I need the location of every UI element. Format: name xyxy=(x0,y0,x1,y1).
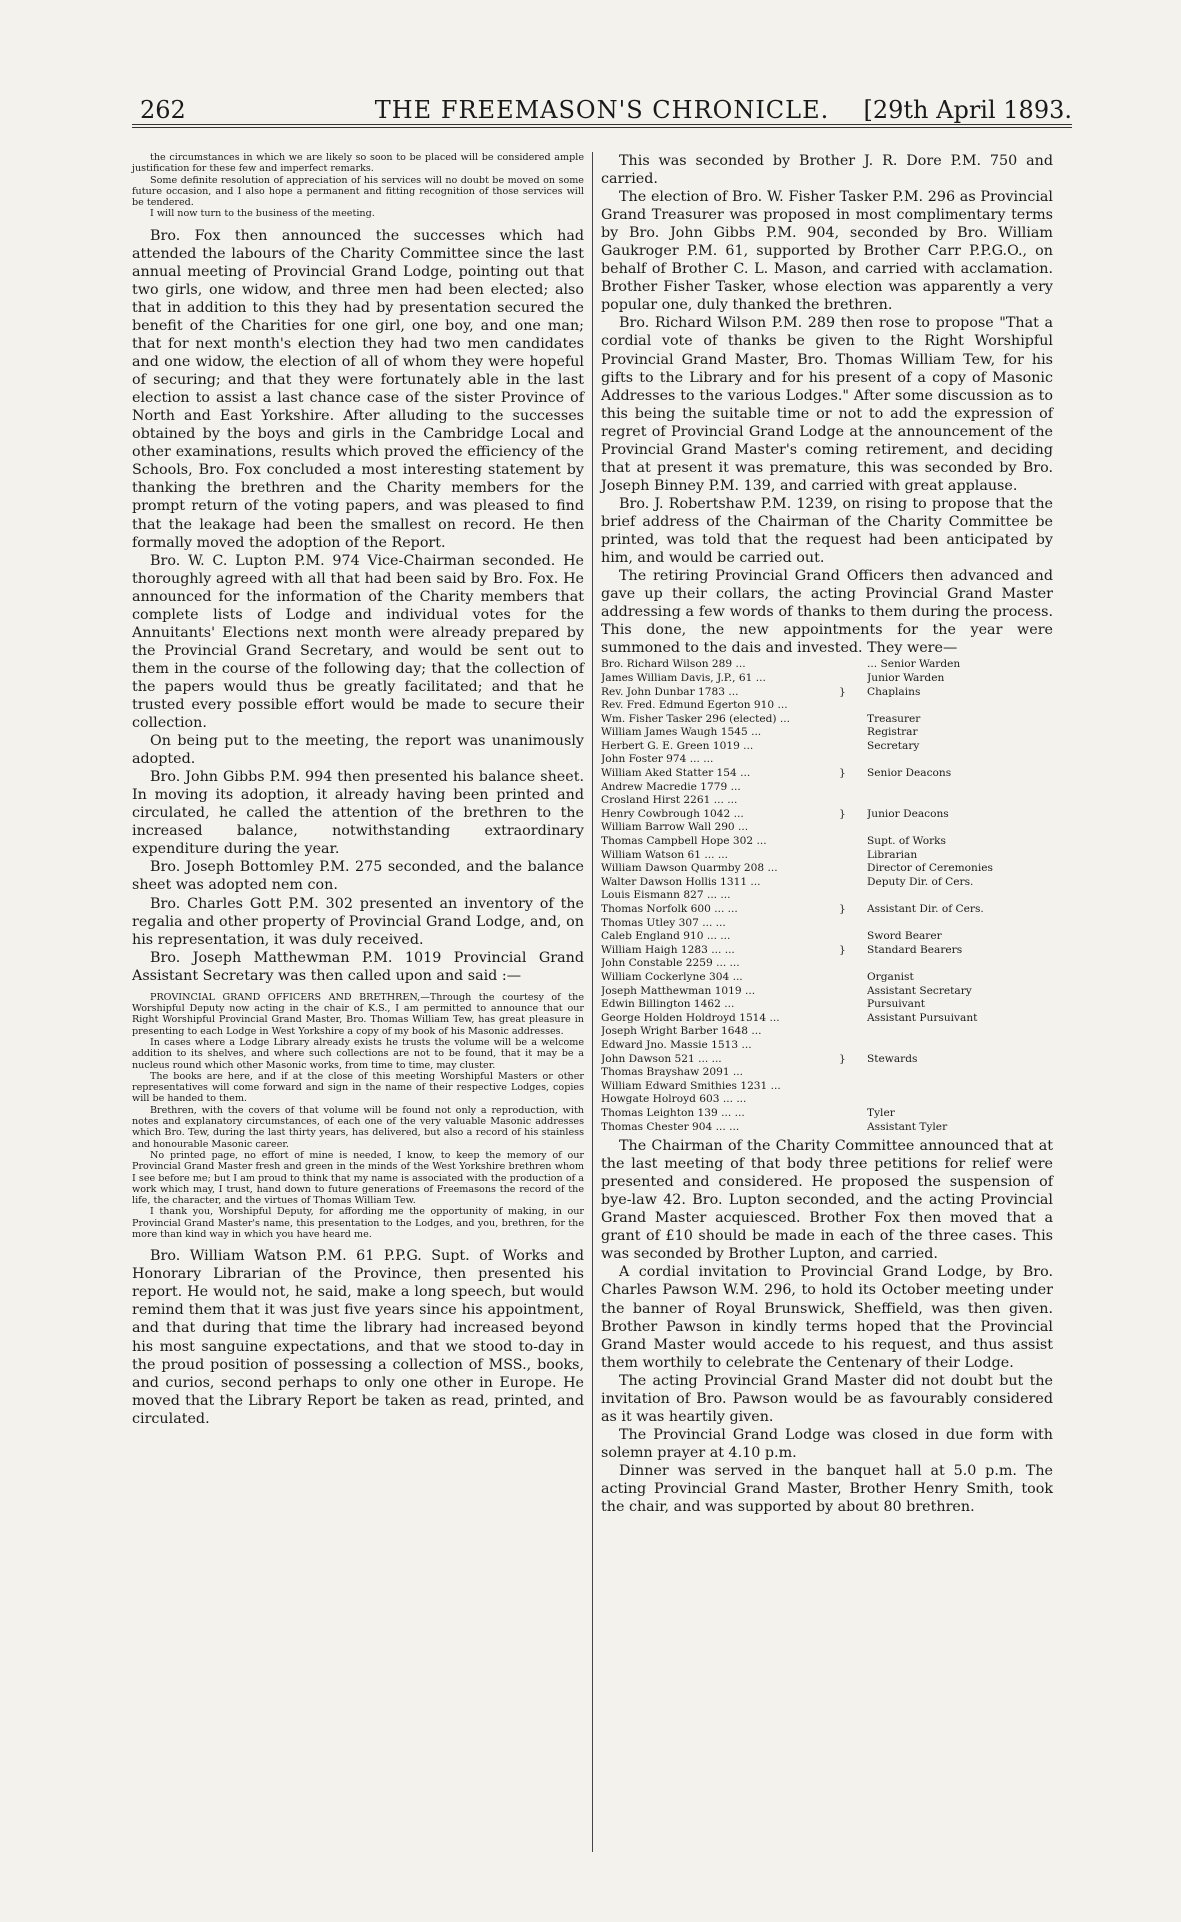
brace-mark xyxy=(839,1107,867,1121)
appointee-name: Henry Cowbrough 1042 ... xyxy=(601,807,744,820)
appointee-name: Thomas Campbell Hope 302 ... xyxy=(601,835,767,848)
office-title xyxy=(867,794,1053,808)
brace-mark xyxy=(839,1093,867,1107)
paragraph: Bro. W. C. Lupton P.M. 974 Vice-Chairman seconded. He thoroughly agreed with all that had been said by Bro. Fox. He announced for the information of the Charity members that complete lists of Lodge and individual votes for the Annuitants' Elections next month were already prepared by the Provincial Grand Secretary, and would be sent out to them in the course of the following day; that the collection of the papers would thus be greatly facilitated; and that he trusted every possible effort would be made to secure their collection. xyxy=(132,552,584,732)
office-title: Stewards xyxy=(867,1052,918,1065)
office-title: Sword Bearer xyxy=(867,930,942,943)
brace-mark xyxy=(839,998,867,1012)
office-title xyxy=(867,1080,1053,1094)
appointment-row xyxy=(601,1093,1053,1107)
office-title xyxy=(867,699,1053,713)
paragraph: the circumstances in which we are likely so soon to be placed will be considered ample justification for these few and imperfect remarks. xyxy=(132,152,584,175)
running-header xyxy=(132,96,1072,136)
appointment-row xyxy=(601,794,1053,808)
paragraph: Brethren, with the covers of that volume will be found not only a reproduction, with notes and explanatory circumstances, of each one of the very valuable Masonic addresses which Bro. Tew, during the last thirty years, has delivered, but also a record of his stainless and honourable Masonic career. xyxy=(132,1104,584,1150)
appointment-row xyxy=(601,957,1053,971)
brace-mark xyxy=(839,876,867,890)
paragraph: Bro. Joseph Matthewman P.M. 1019 Provincial Grand Assistant Secretary was then called upon and said :— xyxy=(132,949,584,984)
appointee-name: John Constable 2259 ... ... xyxy=(601,957,740,970)
brace-mark xyxy=(839,740,867,754)
appointments-list xyxy=(601,658,1053,1134)
brace-mark xyxy=(839,753,867,767)
proceedings-text xyxy=(132,227,584,985)
appointment-row xyxy=(601,971,1053,985)
appointee-name: Joseph Wright Barber 1648 ... xyxy=(601,1025,762,1038)
appointee-name: William Haigh 1283 ... ... xyxy=(601,943,735,956)
paragraph: The retiring Provincial Grand Officers then advanced and gave up their collars, the acting Provincial Grand Master addressing a few words of thanks to them during the process. This done, the new appointments for the year were summoned to the dais and invested. They were— xyxy=(601,568,1053,657)
appointment-row xyxy=(601,808,1053,822)
brace-mark xyxy=(839,1121,867,1135)
paragraph: I thank you, Worshipful Deputy, for affording me the opportunity of making, in our Provincial Grand Master's name, this presentation to the Lodges, and you, brethren, for the more than kind way in which you have heard me. xyxy=(132,1206,584,1240)
appointee-name: Thomas Brayshaw 2091 ... xyxy=(601,1066,744,1079)
paragraph: Bro. Fox then announced the successes which had attended the labours of the Charity Committee since the last annual meeting of Provincial Grand Lodge, pointing out that two girls, one widow, and three men had been elected; also that in addition to this they had by presentation secured the benefit of the Charities for one girl, one boy, and one man; that for next month's election they had two men candidates and one widow, the election of all of whom they were hopeful of securing; and that they were fortunately able in the last election to assist a last chance case of the sister Province of North and East Yorkshire. After alluding to the successes obtained by the boys and girls in the Cambridge Local and other examinations, results which proved the efficiency of the Schools, Bro. Fox concluded a most interesting statement by thanking the brethren and the Charity members for the prompt return of the voting papers, and was pleased to find that the leakage had been the smallest on record. He then formally moved the adoption of the Report. xyxy=(132,227,584,551)
office-title xyxy=(867,1066,1053,1080)
brace-mark xyxy=(839,985,867,999)
paragraph: Bro. Joseph Bottomley P.M. 275 seconded, and the balance sheet was adopted nem con. xyxy=(132,859,584,894)
paragraph: The Provincial Grand Lodge was closed in due form with solemn prayer at 4.10 p.m. xyxy=(601,1426,1053,1461)
appointee-name: William Aked Statter 154 ... xyxy=(601,767,751,780)
appointment-row xyxy=(601,889,1053,903)
office-title: Secretary xyxy=(867,739,920,752)
chairman-address-conclusion xyxy=(132,152,584,220)
matthewman-address xyxy=(132,992,584,1241)
appointment-row xyxy=(601,903,1053,917)
paragraph: PROVINCIAL GRAND OFFICERS AND BRETHREN,—Through the courtesy of the Worshipful Deputy now acting in the chair of K.S., I am permitted to announce that our Right Worshipful Provincial Grand Master, Bro. Thomas William Tew, has great pleasure in presenting to each Lodge in West Yorkshire a copy of my book of his Masonic addresses. xyxy=(132,991,584,1037)
appointee-name: Andrew Macredie 1779 ... xyxy=(601,780,741,793)
paragraph: The books are here, and if at the close of this meeting Worshipful Masters or other representatives will come forward and sign in the name of their respective Lodges, copies will be handed to them. xyxy=(132,1070,584,1105)
paragraph: A cordial invitation to Provincial Grand Lodge, by Bro. Charles Pawson W.M. 296, to hold its October meeting under the banner of Royal Brunswick, Sheffield, was then given. Brother Pawson in kindly terms hoped that the Provincial Grand Master would accede to his request, and thus assist them worthily to celebrate the Centenary of their Lodge. xyxy=(601,1264,1053,1371)
office-title: Librarian xyxy=(867,848,918,861)
page-number: 262 xyxy=(140,96,186,124)
office-title: ... Senior Warden xyxy=(867,658,961,671)
office-title: Pursuivant xyxy=(867,998,926,1011)
appointment-row xyxy=(601,1080,1053,1094)
appointment-row xyxy=(601,753,1053,767)
brace-mark xyxy=(839,930,867,944)
office-title: Chaplains xyxy=(867,685,921,698)
appointment-row xyxy=(601,672,1053,686)
appointee-name: Rev. Fred. Edmund Egerton 910 ... xyxy=(601,699,788,712)
appointment-row xyxy=(601,726,1053,740)
office-title: Junior Warden xyxy=(867,671,945,684)
office-title xyxy=(867,1039,1053,1053)
office-title: Junior Deacons xyxy=(867,807,949,820)
appointee-name: William James Waugh 1545 ... xyxy=(601,726,762,739)
office-title: Supt. of Works xyxy=(867,835,946,848)
appointment-row xyxy=(601,862,1053,876)
appointee-name: William Dawson Quarmby 208 ... xyxy=(601,862,778,875)
left-column xyxy=(132,152,584,1428)
appointment-row xyxy=(601,835,1053,849)
appointee-name: Edward Jno. Massie 1513 ... xyxy=(601,1038,752,1051)
office-title xyxy=(867,753,1053,767)
office-title: Director of Ceremonies xyxy=(867,862,993,875)
appointment-row xyxy=(601,1107,1053,1121)
brace-mark xyxy=(839,726,867,740)
brace-mark xyxy=(839,971,867,985)
office-title: Treasurer xyxy=(867,712,921,725)
brace-mark xyxy=(839,917,867,931)
appointee-name: Caleb England 910 ... ... xyxy=(601,930,731,943)
office-title: Organist xyxy=(867,970,914,983)
paragraph: The acting Provincial Grand Master did not doubt but the invitation of Bro. Pawson would be as favourably considered as it was heartily given. xyxy=(601,1372,1053,1425)
office-title: Registrar xyxy=(867,726,918,739)
appointment-row xyxy=(601,1066,1053,1080)
paragraph: I will now turn to the business of the meeting. xyxy=(150,208,375,220)
office-title xyxy=(867,821,1053,835)
paragraph: This was seconded by Brother J. R. Dore P.M. 750 and carried. xyxy=(601,153,1053,188)
office-title: Assistant Pursuivant xyxy=(867,1011,978,1024)
brace-mark xyxy=(839,1066,867,1080)
brace-mark xyxy=(839,781,867,795)
masthead-title: THE FREEMASON'S CHRONICLE. xyxy=(374,96,830,124)
issue-date: [29th April 1893. xyxy=(863,96,1072,124)
brace-mark xyxy=(839,699,867,713)
brace-mark xyxy=(839,1012,867,1026)
appointment-row xyxy=(601,1121,1053,1135)
appointment-row xyxy=(601,917,1053,931)
brace-mark xyxy=(839,1039,867,1053)
appointee-name: Bro. Richard Wilson 289 ... xyxy=(601,658,746,671)
column-divider xyxy=(592,152,593,1852)
office-title xyxy=(867,1093,1053,1107)
paragraph: Bro. John Gibbs P.M. 994 then presented his balance sheet. In moving its adoption, it already having been printed and circulated, he called the attention of the brethren to the increased balance, notwithstanding extraordinary expenditure during the year. xyxy=(132,769,584,858)
right-column xyxy=(601,152,1053,1516)
office-title xyxy=(867,889,1053,903)
header-rule-secondary xyxy=(132,127,1072,128)
brace-mark xyxy=(839,889,867,903)
appointee-name: John Dawson 521 ... ... xyxy=(601,1052,722,1065)
brace-mark xyxy=(839,658,867,672)
paragraph: In cases where a Lodge Library already exists he trusts the volume will be a welcome addition to its shelves, and where such collections are not to be found, that it may be a nucleus round which other Masonic works, from time to time, may cluster. xyxy=(132,1036,584,1071)
office-title xyxy=(867,1025,1053,1039)
librarian-report xyxy=(132,1247,584,1427)
brace-mark xyxy=(839,849,867,863)
paragraph: Dinner was served in the banquet hall at 5.0 p.m. The acting Provincial Grand Master, Brother Henry Smith, took the chair, and was supported by about 80 brethren. xyxy=(601,1462,1053,1516)
appointee-name: Wm. Fisher Tasker 296 (elected) ... xyxy=(601,712,790,725)
brace-mark xyxy=(839,713,867,727)
appointee-name: Joseph Matthewman 1019 ... xyxy=(601,984,756,997)
appointee-name: Thomas Chester 904 ... ... xyxy=(601,1120,740,1133)
paragraph: The election of Bro. W. Fisher Tasker P.M. 296 as Provincial Grand Treasurer was proposed in most complimentary terms by Bro. John Gibbs P.M. 904, seconded by Bro. William Gaukroger P.M. 61, supported by Brother Carr P.P.G.O., on behalf of Brother C. L. Mason, and carried with acclamation. Brother Fisher Tasker, whose election was apparently a very popular one, duly thanked the brethren. xyxy=(601,189,1053,314)
brace-mark: } xyxy=(839,903,846,915)
appointee-name: Walter Dawson Hollis 1311 ... xyxy=(601,875,761,888)
closing-proceedings xyxy=(601,1137,1053,1516)
header-rule xyxy=(132,124,1072,125)
office-title: Assistant Secretary xyxy=(867,984,972,997)
appointment-row xyxy=(601,781,1053,795)
brace-mark: } xyxy=(839,807,846,820)
appointee-name: William Watson 61 ... ... xyxy=(601,848,728,861)
paragraph: Bro. William Watson P.M. 61 P.P.G. Supt. of Works and Honorary Librarian of the Province, then presented his report. He would not, he said, make a long speech, but would remind them that it was just five years since his appointment, and that during that time the library had increased beyond his most sanguine expectations, and that we stood to-day in the proud position of possessing a collection of MSS., books, and curios, second perhaps to only one other in Europe. He moved that the Library Report be taken as read, printed, and circulated. xyxy=(132,1248,584,1427)
office-title xyxy=(867,917,1053,931)
appointment-row xyxy=(601,1053,1053,1067)
office-title: Standard Bearers xyxy=(867,943,963,956)
paragraph: The Chairman of the Charity Committee announced that at the last meeting of that body three petitions for relief were presented and considered. He proposed the suspension of bye-law 42. Bro. Lupton seconded, and the acting Provincial Grand Master acquiesced. Brother Fox then moved that a grant of £10 should be made in each of the three cases. This was seconded by Brother Lupton, and carried. xyxy=(601,1138,1053,1263)
brace-mark xyxy=(839,672,867,686)
appointment-row xyxy=(601,930,1053,944)
appointment-row xyxy=(601,658,1053,672)
brace-mark xyxy=(839,821,867,835)
appointment-row xyxy=(601,1025,1053,1039)
brace-mark: } xyxy=(839,943,846,956)
paragraph: Some definite resolution of appreciation of his services will no doubt be moved on some future occasion, and I also hope a permanent and fitting recognition of those services will be tendered. xyxy=(132,174,584,209)
appointee-name: Edwin Billington 1462 ... xyxy=(601,998,735,1011)
appointee-name: Howgate Holroyd 603 ... ... xyxy=(601,1093,747,1106)
appointment-row xyxy=(601,699,1053,713)
appointee-name: William Barrow Wall 290 ... xyxy=(601,821,749,834)
appointee-name: William Edward Smithies 1231 ... xyxy=(601,1079,781,1092)
appointment-row xyxy=(601,686,1053,700)
appointee-name: Herbert G. E. Green 1019 ... xyxy=(601,739,754,752)
brace-mark xyxy=(839,957,867,971)
paragraph: Bro. Charles Gott P.M. 302 presented an inventory of the regalia and other property of Provincial Grand Lodge, and, on his representation, it was duly received. xyxy=(132,895,584,948)
appointment-row xyxy=(601,821,1053,835)
office-title: Tyler xyxy=(867,1106,895,1119)
appointment-row xyxy=(601,998,1053,1012)
brace-mark xyxy=(839,862,867,876)
appointee-name: Crosland Hirst 2261 ... ... xyxy=(601,794,738,807)
paragraph: No printed page, no effort of mine is needed, I know, to keep the memory of our Provincial Grand Master fresh and green in the minds of the West Yorkshire brethren whom I see before me; but I am proud to think that my name is associated with the production of a work which may, I trust, hand down to future generations of Freemasons the record of the life, the character, and the virtues of Thomas William Tew. xyxy=(132,1149,584,1207)
paragraph: Bro. J. Robertshaw P.M. 1239, on rising to propose that the brief address of the Chairman of the Charity Committee be printed, was told that the request had been anticipated by him, and would be carried out. xyxy=(601,495,1053,567)
appointee-name: Thomas Leighton 139 ... ... xyxy=(601,1106,745,1119)
appointment-row xyxy=(601,1039,1053,1053)
appointee-name: George Holden Holdroyd 1514 ... xyxy=(601,1011,780,1024)
office-title xyxy=(867,957,1053,971)
office-title: Deputy Dir. of Cers. xyxy=(867,875,974,888)
brace-mark xyxy=(839,1025,867,1039)
brace-mark xyxy=(839,794,867,808)
appointee-name: Rev. John Dunbar 1783 ... xyxy=(601,685,739,698)
office-title: Senior Deacons xyxy=(867,767,952,780)
appointee-name: William Cockerlyne 304 ... xyxy=(601,970,743,983)
office-title: Assistant Dir. of Cers. xyxy=(867,903,984,915)
appointee-name: John Foster 974 ... ... xyxy=(601,753,714,766)
office-title: Assistant Tyler xyxy=(867,1120,948,1133)
appointment-row xyxy=(601,767,1053,781)
appointment-row xyxy=(601,849,1053,863)
appointee-name: Thomas Utley 307 ... ... xyxy=(601,916,726,929)
brace-mark xyxy=(839,1080,867,1094)
brace-mark: } xyxy=(839,685,846,698)
appointment-row xyxy=(601,713,1053,727)
appointee-name: Thomas Norfolk 600 ... ... xyxy=(601,903,738,915)
brace-mark: } xyxy=(839,767,846,780)
appointment-row xyxy=(601,740,1053,754)
appointment-row xyxy=(601,1012,1053,1026)
appointee-name: James William Davis, J.P., 61 ... xyxy=(601,671,766,684)
office-title xyxy=(867,781,1053,795)
paragraph: Bro. Richard Wilson P.M. 289 then rose to propose "That a cordial vote of thanks be given to the Right Worshipful Provincial Grand Master, Bro. Thomas William Tew, for his gifts to the Library and for his present of a copy of Masonic Addresses to the various Lodges." After some discussion as to this being the suitable time or not to add the expression of regret of Provincial Grand Lodge at the announcement of the Provincial Grand Master's coming retirement, and deciding that at present it was premature, this was seconded by Bro. Joseph Binney P.M. 139, and carried with great applause. xyxy=(601,315,1053,494)
appointment-row xyxy=(601,876,1053,890)
appointment-row xyxy=(601,985,1053,999)
brace-mark xyxy=(839,835,867,849)
appointee-name: Louis Eismann 827 ... ... xyxy=(601,889,731,902)
paragraph: On being put to the meeting, the report was unanimously adopted. xyxy=(132,733,584,768)
brace-mark: } xyxy=(839,1052,846,1065)
appointment-row xyxy=(601,944,1053,958)
proceedings-text-continued xyxy=(601,152,1053,657)
